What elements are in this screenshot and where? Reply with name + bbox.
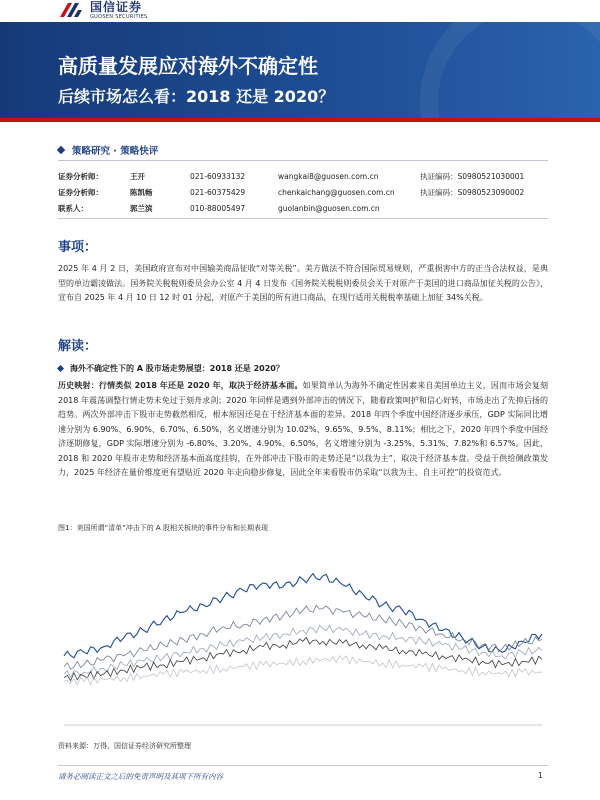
analyst-name: 郭兰滨	[130, 203, 153, 213]
report-title: 高质量发展应对海外不确定性	[58, 54, 318, 78]
analyst-cert: 执证编码：S0980523090002	[420, 187, 525, 197]
line-chart	[58, 535, 548, 735]
analyst-phone: 010-88005497	[190, 203, 246, 213]
analyst-row	[58, 168, 548, 184]
interpretation-subheading	[58, 363, 284, 374]
analyst-phone: 021-60933132	[190, 171, 246, 181]
report-category	[58, 143, 158, 157]
interpretation-lead: 历史映射：行情类似 2018 年还是 2020 年，取决于经济基本面。	[58, 381, 303, 390]
footer-disclaimer[interactable]: 请务必阅读正文之后的免责声明及其项下所有内容	[58, 772, 223, 781]
series-line-4	[64, 656, 542, 685]
analyst-email[interactable]: chenkaichang@guosen.com.cn	[278, 187, 395, 197]
company-logo	[58, 0, 148, 20]
logo-en: GUOSEN SECURITIES	[90, 13, 148, 20]
series-line-1	[64, 605, 542, 669]
figure-caption: 图1：美国所谓“清单”冲击下的 A 股相关板块的事件分布和长期表现	[58, 524, 268, 532]
series-line-3	[64, 637, 542, 680]
analyst-phone: 021-60375429	[190, 187, 246, 197]
banner-red-rule	[0, 118, 600, 122]
analyst-table	[58, 168, 548, 216]
diamond-bullet-icon	[57, 365, 64, 372]
report-subtitle: 后续市场怎么看：2018 还是 2020？	[58, 87, 335, 106]
page-number: 1	[538, 771, 543, 780]
series-line-0	[64, 574, 542, 658]
event-heading: 事项：	[58, 240, 98, 255]
footer-divider	[58, 765, 548, 766]
analyst-cert: 执证编码：S0980521030001	[420, 171, 525, 181]
analyst-role: 证券分析师：	[58, 187, 103, 197]
analyst-email[interactable]: guolanbin@guosen.com.cn	[278, 203, 380, 213]
category-label: 策略研究 · 策略快评	[72, 146, 159, 157]
figure-source: 资料来源：万得，国信证券经济研究所整理	[58, 742, 191, 750]
logo-cn: 国信证券	[90, 0, 143, 14]
interpretation-paragraph	[58, 379, 548, 481]
category-divider	[58, 160, 548, 161]
subheading-text: 海外不确定性下的 A 股市场走势展望：2018 还是 2020？	[70, 364, 284, 373]
diamond-bullet-icon	[57, 146, 65, 154]
interpretation-heading: 解读：	[58, 339, 98, 354]
event-paragraph: 2025 年 4 月 2 日，美国政府宣布对中国输美商品征收“对等关税”。美方做法不符合国际贸易规则，严重损害中方的正当合法权益，是典型的单边霸凌做法。国务院关税税则委员会办公室 4 月 4 日发布《国务院关税税则委员会关于对原产于美国的进口商品加征关税的公告》，宣布自 2025 年 4 月 10 日 12 时 01 分起，对原产于美国的所有进口商品，在现行适用关税税率基础上加征 34%关税。	[58, 264, 548, 302]
analyst-email[interactable]: wangkai8@guosen.com.cn	[278, 171, 379, 181]
analyst-row	[58, 184, 548, 200]
analyst-name: 王开	[130, 171, 145, 181]
interpretation-body: 如果简单认为海外不确定性因素来自美国单边主义，因而市场会复刻 2018 年震荡调整行情走势未免过于刻舟求剑；2020 年同样是遇到外部冲击的情况下，随着政策呵护和信心好转，市场走出了先抑后扬的趋势。两次外部冲击下股市走势截然相反，根本原因还是在于经济基本面的差异。2018 年四个季度中国经济逐步承压，GDP 实际同比增速分别为 6.90%、6.90%、6.70%、6.50%，名义增速分别为 10.02%、9.65%、9.5%、8.11%；相比之下，2020 年四个季度中国经济逐期修复，GDP 实际增速分别为 -6.80%、3.20%、4.90%、6.50%，名义增速分别为 -3.25%、5.31%、7.82%和 6.57%。因此，2018 和 2020 年股市走势和经济基本面高度挂钩，在外部冲击下股市的走势还是“以我为主”，取决于经济基本盘。受益于供给侧政策发力，2025 年经济在量价维度更有望贴近 2020 年走向稳步修复，因此全年来看股市仍采取“以我为主、自主可控”的投资范式。	[58, 381, 549, 477]
chart-svg	[58, 535, 548, 735]
report-banner	[0, 22, 600, 122]
analyst-divider	[58, 218, 548, 219]
analyst-name: 陈凯畅	[130, 187, 153, 197]
logo-text	[90, 1, 148, 20]
analyst-row	[58, 200, 548, 216]
logo-mark-icon	[58, 1, 84, 19]
analyst-role: 联系人：	[58, 203, 88, 213]
analyst-role: 证券分析师：	[58, 171, 103, 181]
banner-decoration	[420, 22, 600, 122]
